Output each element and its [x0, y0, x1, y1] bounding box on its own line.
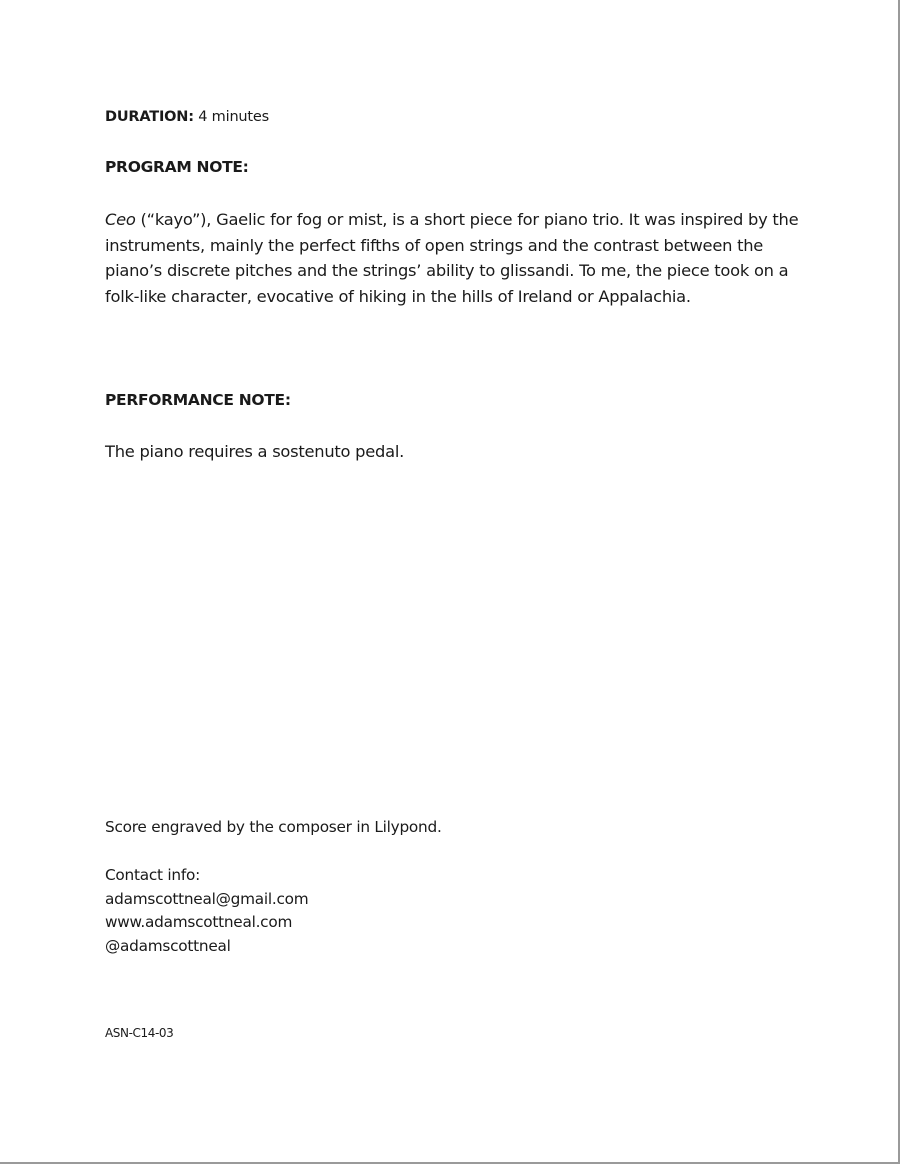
- duration-label: DURATION:: [105, 109, 194, 125]
- contact-website[interactable]: www.adamscottneal.com: [105, 913, 293, 931]
- contact-label: Contact info:: [105, 866, 200, 884]
- program-note-heading: PROGRAM NOTE:: [105, 158, 249, 176]
- contact-handle[interactable]: @adamscottneal: [105, 936, 231, 955]
- contact-email[interactable]: adamscottneal@gmail.com: [105, 889, 309, 908]
- program-note-text: [105, 207, 805, 309]
- piece-title: Ceo: [105, 210, 136, 229]
- contact-info: [105, 864, 308, 958]
- engraving-credit: Score engraved by the composer in Lilypond.: [105, 818, 442, 836]
- duration-line: [105, 109, 269, 125]
- catalog-number: ASN-C14-03: [105, 1026, 174, 1040]
- performance-note-text: The piano requires a sostenuto pedal.: [105, 442, 405, 461]
- program-note-body: (“kayo”), Gaelic for fog or mist, is a short piece for piano trio. It was inspired by the instruments, mainly the perfect fifths of open strings and the contrast between the piano’s discrete pitches and the strings’ ability to glissandi. To me, the piece took on a folk-like character, evocative of hiking in the hills of Ireland or Appalachia.: [105, 210, 799, 306]
- duration-value: 4 minutes: [198, 109, 269, 125]
- performance-note-heading: PERFORMANCE NOTE:: [105, 391, 291, 409]
